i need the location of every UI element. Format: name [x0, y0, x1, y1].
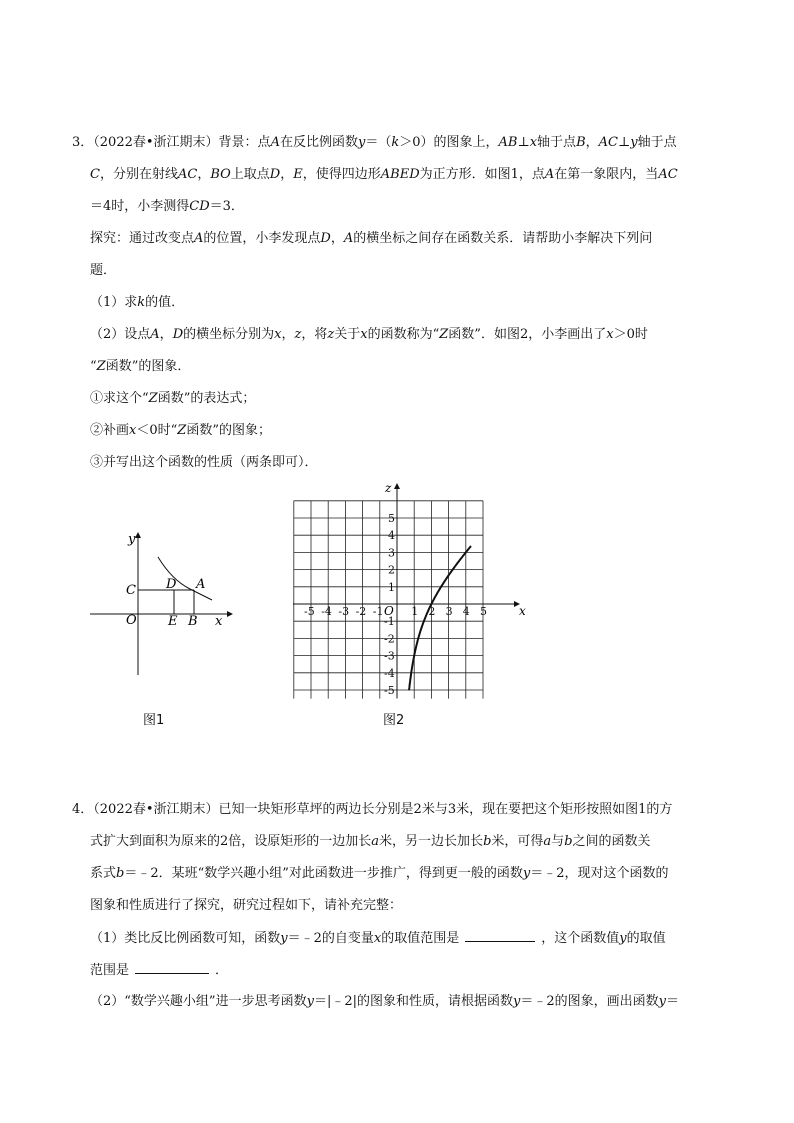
q4-line-2: 式扩大到面积为原来的2倍，设原矩形的一边加长a米，另一边长加长b米，可得a与b之间的函数关 — [90, 834, 651, 849]
fig2-z-function-curve — [409, 546, 471, 690]
fig2-x-tick-label: 1 — [411, 605, 419, 618]
q3-part-1: （1）求k的值． — [90, 295, 185, 310]
q3-line-4: 探究：通过改变点A的位置，小李发现点D，A的横坐标之间存在函数关系．请帮助小李解决下列问 — [90, 231, 653, 246]
fig2-y-tick-label: 1 — [388, 580, 395, 594]
fig1-label-o: O — [126, 613, 137, 628]
q4-part-1: （1）类比反比例函数可知，函数y＝﹣2的自变量x的取值范围是 ，这个函数值y的取值 — [90, 931, 666, 946]
fig2-y-tick-label: -2 — [384, 632, 395, 646]
q4-line-4: 图象和性质进行了探究，研究过程如下，请补充完整： — [90, 898, 403, 913]
fig2-y-tick-label: 4 — [388, 529, 395, 543]
figure-2 — [285, 478, 535, 700]
fig2-y-tick-label: 5 — [388, 512, 395, 525]
fig1-label-a: A — [196, 577, 206, 592]
fig2-y-tick-label: -5 — [384, 684, 395, 697]
fig1-caption: 图1 — [143, 713, 165, 728]
q4-part-2: （2）“数学兴趣小组”进一步思考函数y＝|﹣2|的图象和性质，请根据函数y＝﹣2的图象，画出函数y＝ — [90, 994, 679, 1009]
q3-sub-3: ③并写出这个函数的性质（两条即可）． — [90, 455, 318, 470]
q4-line-3: 系式b＝﹣2．某班“数学兴趣小组”对此函数进一步推广，得到更一般的函数y＝﹣2，现对这个函数的 — [90, 866, 669, 881]
fig1-label-b: B — [188, 614, 198, 629]
fig2-x-tick-label: 2 — [428, 605, 436, 618]
fig2-y-tick-label: -1 — [384, 615, 395, 629]
fig2-x-tick-label: -2 — [355, 605, 367, 618]
q3-part-2: （2）设点A，D的横坐标分别为x，z，将z关于x的函数称为“Z函数”．如图2，小李画出了x＞0时 — [90, 327, 648, 342]
fig2-label-x: x — [519, 604, 526, 618]
fig1-label-d: D — [166, 577, 177, 592]
fig1-label-x: x — [215, 614, 223, 629]
fig1-label-c: C — [126, 583, 136, 598]
q3-line-1: 3．（2022春•浙江期末）背景：点A在反比例函数y＝（k＞0）的图象上，AB⊥x轴于点B，AC⊥y轴于点 — [72, 135, 677, 150]
fig2-x-tick-label: -3 — [338, 605, 350, 618]
answer-blank-range[interactable] — [135, 961, 209, 974]
fig2-y-tick-label: -3 — [384, 649, 395, 663]
fig1-label-e: E — [168, 614, 178, 629]
fig2-y-tick-label: 3 — [388, 546, 395, 560]
fig1-label-y: y — [128, 532, 136, 547]
q3-sub-1: ①求这个“Z函数”的表达式； — [90, 391, 256, 406]
q3-sub-2: ②补画x＜0时“Z函数”的图象； — [90, 423, 271, 438]
q3-part-2-cont: “Z函数”的图象． — [90, 359, 191, 374]
q3-line-3: ＝4时，小李测得CD＝3． — [90, 199, 244, 214]
fig2-y-tick-label: 2 — [388, 563, 395, 577]
fig2-x-tick-label: 3 — [445, 605, 453, 618]
figure-1 — [90, 525, 240, 685]
answer-blank-domain[interactable] — [465, 929, 535, 942]
fig2-y-tick-label: -4 — [384, 666, 395, 680]
q4-part-1-cont: 范围是 ． — [90, 963, 229, 978]
fig2-x-tick-label: -4 — [321, 605, 332, 618]
fig2-x-tick-label: 4 — [462, 605, 470, 618]
fig2-caption: 图2 — [383, 713, 405, 728]
fig2-x-tick-label: -1 — [372, 605, 384, 618]
fig2-label-o: O — [384, 604, 394, 618]
fig2-x-tick-label: -5 — [304, 605, 315, 618]
fig2-x-tick-label: 5 — [480, 605, 487, 618]
q3-line-5: 题． — [90, 263, 117, 278]
fig2-label-z: z — [385, 481, 392, 495]
q4-line-1: 4．（2022春•浙江期末）已知一块矩形草坪的两边长分别是2米与3米，现在要把这个矩形按照如图1的方 — [72, 802, 673, 817]
q3-line-2: C，分别在射线AC，BO上取点D，E，使得四边形ABED为正方形．如图1，点A在第一象限内，当AC — [90, 167, 678, 182]
